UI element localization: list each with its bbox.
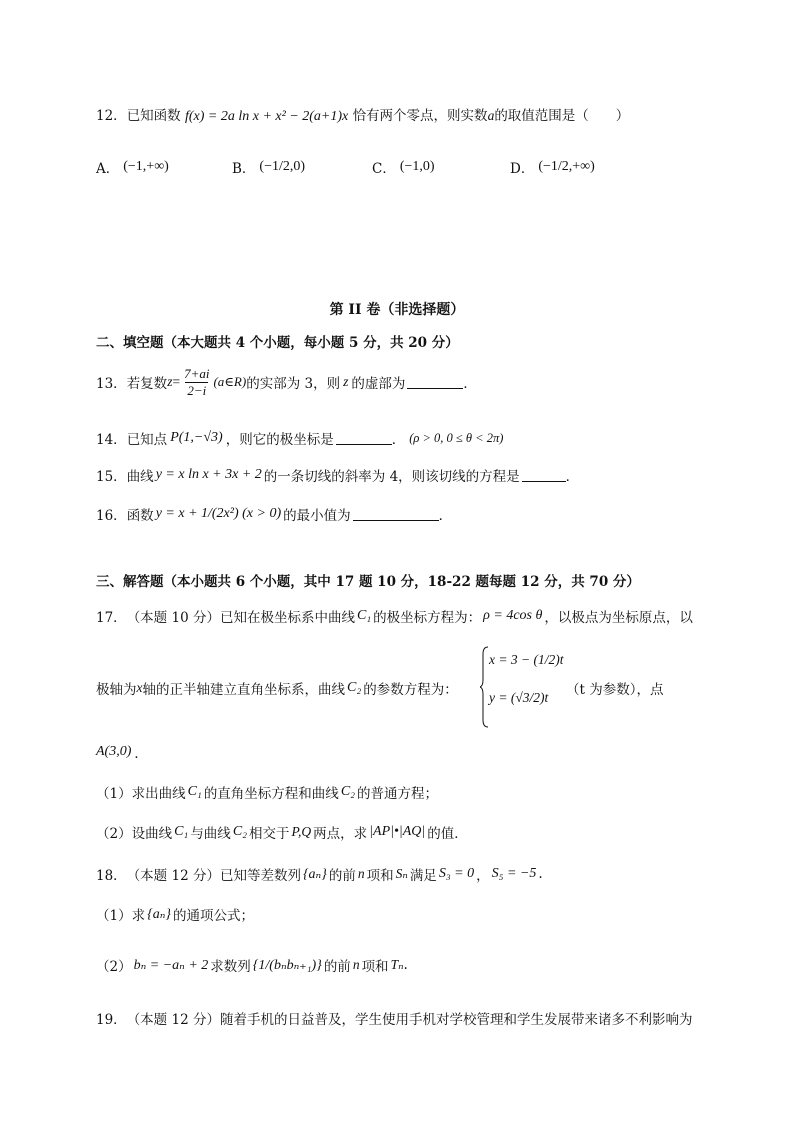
q13-z2: z: [343, 374, 349, 389]
q18-end: .: [538, 866, 543, 882]
param-y-eq: y = (√3/2)t: [489, 690, 549, 705]
q17-point-end: ．: [134, 746, 148, 762]
q17-sub2-c: 相交于: [249, 826, 290, 842]
option-c-label: C．: [372, 161, 396, 177]
q18-sep: ，: [476, 868, 490, 884]
q15-curve: y = x ln x + 3x + 2: [155, 467, 262, 482]
q13-frac-den: 2−i: [187, 382, 207, 398]
q13-end: ．: [463, 376, 477, 392]
q13-text-b: 的实部为 3，则: [246, 376, 341, 392]
q15-answer-blank[interactable]: [522, 468, 566, 482]
q17-sub1-a: 求出曲线: [131, 786, 186, 802]
section-title: 第 II 卷（非选择题）: [329, 302, 465, 318]
q18-cond2: S₅ = −5: [491, 866, 537, 881]
q17-line2: [96, 676, 458, 700]
q18-sub2-a: bₙ = −aₙ + 2: [133, 957, 209, 973]
q16-number: 16．: [96, 508, 127, 524]
q17-sub2-c2: C₂: [232, 824, 248, 839]
q17-point-line: [96, 740, 148, 764]
q19-number: 19．: [96, 1012, 127, 1028]
q17-line1-a: 已知在极坐标系中曲线: [219, 610, 355, 626]
q15-text-a: 曲线: [126, 469, 154, 485]
q17-line2-b: 轴的正半轴建立直角坐标系，曲线: [142, 682, 345, 698]
q18-text-d: 满足: [409, 868, 437, 884]
q17-expr: |AP|•|AQ|: [369, 824, 426, 839]
q12-text-a: 已知函数: [126, 108, 181, 124]
q18-score: （本题 12 分）: [126, 868, 220, 884]
q18-sub2-end: .: [403, 957, 408, 973]
q14-text-b: ，则它的极坐标是: [225, 432, 334, 448]
part3-heading: 三、解答题（本小题共 6 个小题，其中 17 题 10 分，18-22 题每题 12 分，共 70 分）: [96, 574, 640, 590]
q12-formula: f(x) = 2a ln x + x² − 2(a+1)x: [184, 109, 349, 124]
q18-seq: {aₙ}: [302, 866, 327, 882]
option-b-value: (−1/2,0): [259, 159, 306, 174]
q18-sub2-seq: {1/(bₙbₙ₊₁)}: [252, 957, 322, 973]
q17-pq: P,Q: [291, 824, 312, 839]
q12-option-c: [372, 149, 435, 185]
q19-line: [96, 1006, 692, 1030]
q15-text-b: 的一条切线的斜率为 4，则该切线的方程是: [263, 469, 520, 485]
option-c-value: (−1,0): [399, 159, 435, 174]
q17-line2-c: 的参数方程为：: [363, 682, 458, 698]
q17-line2-a: 极轴为: [96, 682, 137, 698]
q14-end: ．: [391, 432, 406, 448]
q13-line: [96, 362, 477, 402]
q12-option-b: [232, 149, 305, 185]
q18-line: [96, 862, 543, 886]
q13-number: 13．: [96, 376, 127, 392]
q14-line: [96, 425, 503, 451]
q17-sub2-d: 两点，求: [313, 826, 368, 842]
q17-sub2-b: 与曲线: [190, 826, 231, 842]
q17-line1-c: ，以极点为坐标原点，以: [544, 610, 693, 626]
q14-point: P(1,−√3): [170, 430, 223, 445]
option-a-label: A．: [96, 161, 120, 177]
q18-sub2-n: n: [352, 957, 360, 972]
q15-end: ．: [565, 469, 580, 485]
q13-text-c: 的虚部为: [351, 376, 406, 392]
q17-sub2-c1: C₁: [174, 824, 189, 839]
q18-sn: Sₙ: [395, 866, 408, 881]
q12-text-b: 恰有两个零点，则实数: [352, 108, 488, 124]
q12-text-c: 的取值范围是（ ）: [494, 108, 630, 124]
q18-text-a: 已知等差数列: [219, 868, 301, 884]
q18-sub1-a: 求: [131, 908, 146, 924]
q17-line1-b: 的极坐标方程为：: [373, 610, 482, 626]
param-x-row: [489, 652, 563, 668]
q13-answer-blank[interactable]: [407, 375, 463, 389]
q18-sub1-seq: {aₙ}: [147, 906, 171, 922]
q13-text-a: 若复数: [126, 376, 168, 392]
q18-sub1-b: 的通项公式；: [172, 908, 254, 924]
param-x-eq: x = 3 − (1/2)t: [489, 652, 564, 667]
q18-text-b: 的前: [328, 868, 356, 884]
q17-polar-eq: ρ = 4cos θ: [483, 608, 543, 623]
q18-sub1-num: （1）: [96, 908, 132, 924]
q17-line1: [96, 604, 693, 628]
q14-text-a: 已知点: [126, 432, 168, 448]
q12-option-d: [510, 149, 595, 185]
q12-number: 12．: [96, 108, 127, 124]
q16-func: y = x + 1/(2x²) (x > 0): [155, 506, 282, 521]
q18-n: n: [357, 866, 365, 881]
q18-sub2: [96, 944, 408, 986]
q13-frac-num: 7+ai: [184, 365, 210, 381]
q17-c2: C₂: [347, 680, 362, 695]
q17-number: 17．: [96, 610, 127, 626]
q16-text-b: 的最小值为: [283, 508, 351, 524]
option-a-value: (−1,+∞): [123, 159, 169, 174]
q12-line: [96, 104, 629, 129]
q18-sub2-num: （2）: [96, 959, 132, 975]
part2-heading: 二、填空题（本大题共 4 个小题，每小题 5 分，共 20 分）: [96, 335, 459, 351]
q17-param-note: （t 为参数），点: [566, 682, 664, 698]
option-d-value: (−1/2,+∞): [538, 159, 595, 174]
q18-tn: Tₙ: [390, 957, 404, 972]
q18-sub2-b: 求数列: [210, 959, 251, 975]
q17-x-var: x: [136, 680, 143, 695]
q17-sub2-num: （2）: [96, 826, 132, 842]
q16-answer-blank[interactable]: [353, 507, 439, 521]
q16-end: ．: [438, 508, 453, 524]
q17-c1: C₁: [356, 608, 372, 623]
q17-sub1-c2: C₂: [340, 784, 356, 799]
q17-sub1-c: 的普通方程；: [357, 786, 439, 802]
q19-text: 随着手机的日益普及，学生使用手机对学校管理和学生发展带来诸多不利影响为: [219, 1012, 693, 1028]
q12-option-a: [96, 149, 169, 185]
option-d-label: D．: [510, 161, 535, 177]
q18-sub1: [96, 901, 254, 927]
q17-sub1: [96, 780, 438, 804]
q17-sub1-c1: C₁: [187, 784, 202, 799]
q18-number: 18．: [96, 868, 127, 884]
q17-sub1-num: （1）: [96, 786, 132, 802]
q14-cond: (ρ > 0, 0 ≤ θ < 2π): [409, 430, 504, 445]
q18-sub2-d: 项和: [361, 959, 389, 975]
q15-line: [96, 464, 579, 486]
q14-answer-blank[interactable]: [336, 431, 392, 445]
q15-number: 15．: [96, 469, 127, 485]
q17-sub2-a: 设曲线: [131, 826, 173, 842]
q12-var-a: a: [487, 108, 495, 123]
q17-point-a: A(3,0): [96, 744, 132, 759]
option-b-label: B．: [232, 161, 256, 177]
q18-sub2-c: 的前: [323, 959, 351, 975]
q17-sub2: [96, 820, 468, 844]
q17-score: （本题 10 分）: [126, 610, 220, 626]
q14-number: 14．: [96, 432, 127, 448]
q13-cond: (a∈R): [213, 374, 247, 389]
q16-text-a: 函数: [126, 508, 154, 524]
q13-z: z: [167, 374, 173, 389]
param-y-row: [489, 690, 548, 706]
q16-line: [96, 494, 452, 534]
q13-fraction: [182, 367, 211, 397]
q18-text-c: 项和: [366, 868, 394, 884]
q17-sub1-b: 的直角坐标方程和曲线: [203, 786, 339, 802]
q17-sub2-e: 的值．: [427, 826, 468, 842]
q18-cond1: S₃ = 0: [438, 866, 475, 881]
q19-score: （本题 12 分）: [126, 1012, 220, 1028]
q13-eq: =: [172, 374, 181, 389]
